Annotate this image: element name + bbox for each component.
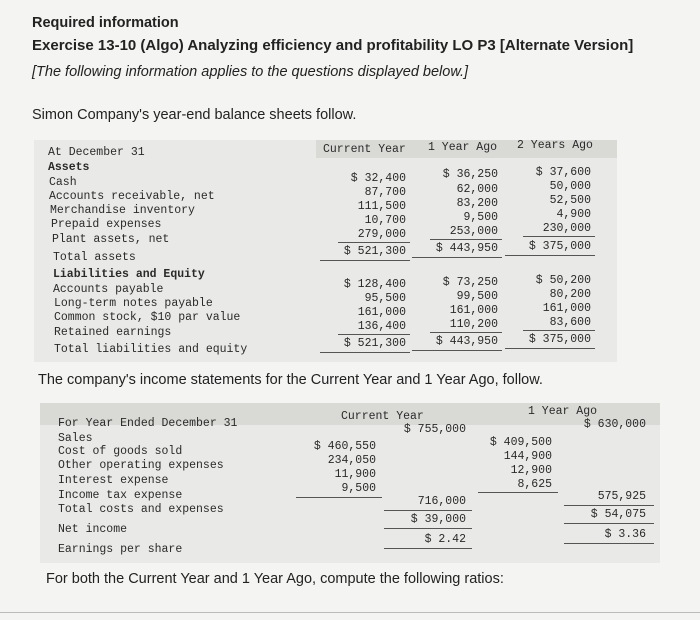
bs-row-label: Prepaid expenses (51, 218, 162, 231)
bs-total-rule (412, 350, 502, 351)
is-cell: 12,900 (510, 464, 552, 477)
bs-total-rule (320, 260, 410, 261)
bs-subtotal-rule (430, 239, 502, 240)
bs-row-label: Retained earnings (54, 326, 172, 339)
is-eps-1yr: $ 3.36 (604, 528, 646, 541)
is-net-1yr: $ 54,075 (590, 508, 646, 521)
is-sales-1yr: $ 630,000 (583, 418, 646, 431)
is-total-rule (564, 505, 654, 506)
bs-cell: 62,000 (456, 183, 498, 196)
bs-col-1yr: 1 Year Ago (428, 141, 498, 154)
bs-subtotal-rule (338, 334, 410, 335)
is-cell: 9,500 (341, 482, 376, 495)
bs-cell: 136,400 (357, 320, 406, 333)
bs-row-label: Total assets (53, 251, 136, 264)
is-total-current: 716,000 (417, 495, 466, 508)
is-net-label: Net income (58, 523, 128, 536)
is-net-rule (564, 523, 654, 524)
is-cell: 144,900 (503, 450, 552, 463)
is-eps-rule (564, 543, 654, 544)
bs-row-label: Cash (49, 176, 77, 189)
bs-at-label: At December 31 (48, 146, 145, 159)
bs-cell: $ 443,950 (435, 335, 498, 348)
bs-cell: 95,500 (364, 292, 406, 305)
bs-row-label: Total liabilities and equity (54, 343, 248, 356)
bs-cell: 161,000 (449, 304, 498, 317)
is-col-1yr: 1 Year Ago (528, 405, 598, 418)
income-statement-intro: The company's income statements for the Current Year and 1 Year Ago, follow. (38, 372, 543, 388)
balance-sheet-intro: Simon Company's year-end balance sheets follow. (32, 107, 357, 123)
bs-cell: $ 521,300 (343, 245, 406, 258)
page-divider (0, 612, 700, 613)
bs-cell: 10,700 (364, 214, 406, 227)
bs-cell: 83,200 (456, 197, 498, 210)
is-total-rule (384, 510, 472, 511)
is-for-label: For Year Ended December 31 (58, 417, 238, 430)
bs-cell: 4,900 (556, 208, 591, 221)
bs-col-current: Current Year (323, 143, 406, 156)
bs-subtotal-rule (430, 332, 502, 333)
bs-total-rule (505, 255, 595, 256)
bs-cell: 279,000 (357, 228, 406, 241)
is-cell: $ 409,500 (489, 436, 552, 449)
is-cell: 11,900 (334, 468, 376, 481)
bs-cell: $ 521,300 (343, 337, 406, 350)
is-row-label: Income tax expense (58, 489, 183, 502)
bs-cell: $ 73,250 (442, 276, 498, 289)
is-row-label: Other operating expenses (58, 459, 224, 472)
bs-row-label: Common stock, $10 par value (54, 311, 241, 324)
exercise-title: Exercise 13-10 (Algo) Analyzing efficiency and profitability LO P3 [Alternate Version] (32, 37, 634, 54)
is-cell: 8,625 (517, 478, 552, 491)
is-net-current: $ 39,000 (410, 513, 466, 526)
bs-cell: $ 128,400 (343, 278, 406, 291)
bs-cell: 87,700 (364, 186, 406, 199)
bs-cell: 83,600 (549, 316, 591, 329)
is-cell: $ 460,550 (313, 440, 376, 453)
bs-cell: 99,500 (456, 290, 498, 303)
is-expense-rule (296, 497, 382, 498)
bs-col-2yr: 2 Years Ago (517, 139, 593, 152)
bs-subtotal-rule (523, 236, 595, 237)
bs-row-label: Accounts receivable, net (49, 190, 215, 203)
bs-cell: $ 32,400 (350, 172, 406, 185)
bs-cell: $ 375,000 (528, 333, 591, 346)
bs-cell: $ 50,200 (535, 274, 591, 287)
bs-total-rule (505, 348, 595, 349)
bs-liab-heading: Liabilities and Equity (53, 268, 205, 281)
is-row-label: Interest expense (58, 474, 169, 487)
bs-cell: 80,200 (549, 288, 591, 301)
bs-cell: 50,000 (549, 180, 591, 193)
bs-cell: 161,000 (357, 306, 406, 319)
is-eps-rule (384, 548, 472, 549)
bs-cell: $ 443,950 (435, 242, 498, 255)
bs-assets-heading: Assets (48, 161, 90, 174)
bs-cell: 110,200 (449, 318, 498, 331)
is-col-current: Current Year (341, 410, 424, 423)
bs-cell: $ 36,250 (442, 168, 498, 181)
bs-cell: 9,500 (463, 211, 498, 224)
bs-subtotal-rule (523, 330, 595, 331)
is-row-label: Cost of goods sold (58, 445, 183, 458)
bs-cell: 161,000 (542, 302, 591, 315)
bs-cell: 52,500 (549, 194, 591, 207)
bs-cell: 111,500 (357, 200, 406, 213)
bs-row-label: Accounts payable (53, 283, 164, 296)
bs-row-label: Long-term notes payable (54, 297, 213, 310)
ratios-instruction: For both the Current Year and 1 Year Ago, compute the following ratios: (46, 571, 504, 587)
is-net-rule (384, 528, 472, 529)
bs-cell: $ 375,000 (528, 240, 591, 253)
is-expense-rule (478, 492, 558, 493)
is-sales-label: Sales (58, 432, 93, 445)
bs-row-label: Merchandise inventory (50, 204, 195, 217)
bs-subtotal-rule (338, 242, 410, 243)
bs-total-rule (412, 257, 502, 258)
is-eps-label: Earnings per share (58, 543, 183, 556)
is-total-1yr: 575,925 (597, 490, 646, 503)
bs-cell: 230,000 (542, 222, 591, 235)
is-cell: 234,050 (327, 454, 376, 467)
is-total-label: Total costs and expenses (58, 503, 224, 516)
required-heading: Required information (32, 15, 179, 31)
bs-total-rule (320, 352, 410, 353)
is-sales-current: $ 755,000 (403, 423, 466, 436)
bs-cell: $ 37,600 (535, 166, 591, 179)
is-eps-current: $ 2.42 (424, 533, 466, 546)
bs-cell: 253,000 (449, 225, 498, 238)
note-text: [The following information applies to the questions displayed below.] (32, 64, 469, 80)
bs-row-label: Plant assets, net (52, 233, 170, 246)
